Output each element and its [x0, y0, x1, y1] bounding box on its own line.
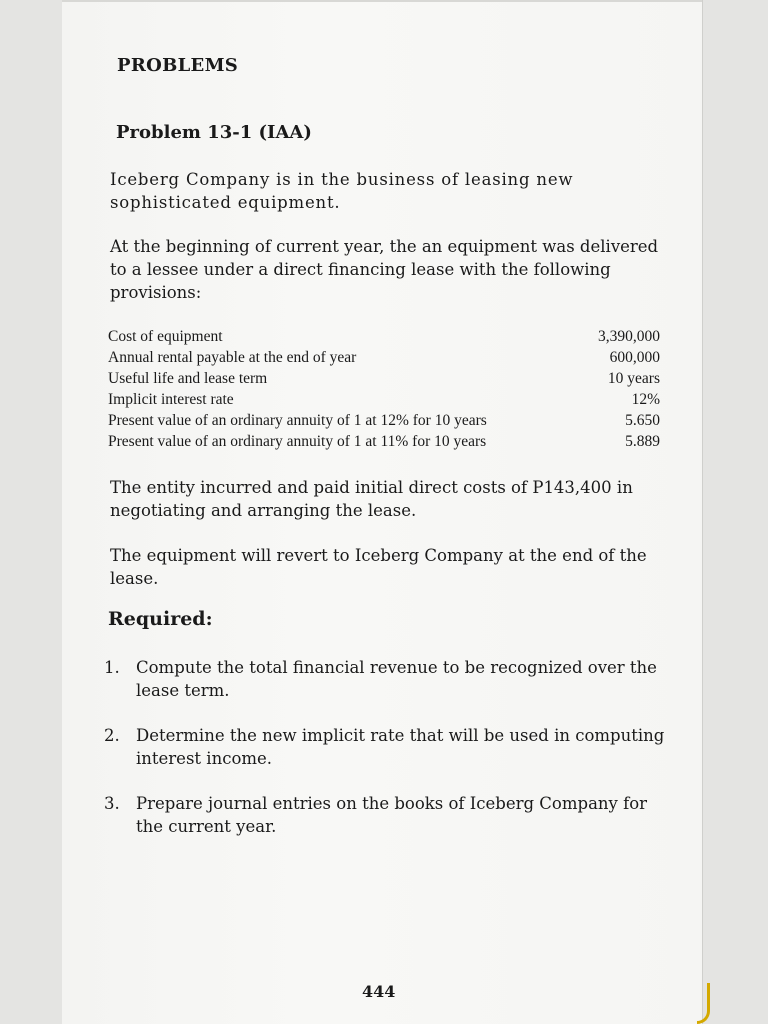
- required-item-number: 3.: [104, 794, 120, 813]
- provision-row: [108, 347, 660, 368]
- provisions-intro-paragraph: At the beginning of current year, the an equipment was delivered to a lessee under a direct financing lease with the following provisions:: [110, 237, 659, 302]
- page-number: 444: [362, 982, 396, 1001]
- provision-label: Implicit interest rate: [108, 391, 234, 408]
- provision-row: [108, 326, 660, 347]
- provision-value: 12%: [631, 391, 660, 408]
- provision-label: Cost of equipment: [108, 328, 223, 345]
- provision-row: [108, 368, 660, 389]
- provision-label: Present value of an ordinary annuity of 1 at 12% for 10 years: [108, 412, 487, 429]
- revert-paragraph: The equipment will revert to Iceberg Company at the end of the lease.: [110, 546, 647, 588]
- required-item: [104, 792, 674, 838]
- book-page: [62, 0, 703, 1024]
- intro-paragraph: Iceberg Company is in the business of leasing new sophisticated equipment.: [110, 170, 574, 212]
- required-item-text: Compute the total financial revenue to be recognized over the lease term.: [136, 658, 657, 700]
- required-item-text: Prepare journal entries on the books of Iceberg Company for the current year.: [136, 794, 648, 836]
- required-item: [104, 656, 674, 702]
- required-list: [104, 656, 674, 860]
- required-item: [104, 724, 674, 770]
- required-item-number: 1.: [104, 658, 120, 677]
- provision-label: Annual rental payable at the end of year: [108, 349, 357, 366]
- required-item-text: Determine the new implicit rate that will be used in computing interest income.: [136, 726, 665, 768]
- provision-value: 600,000: [609, 349, 660, 366]
- provision-value: 5.889: [625, 433, 660, 450]
- page-curl: [697, 983, 710, 1024]
- provision-value: 3,390,000: [598, 328, 660, 345]
- provision-value: 5.650: [625, 412, 660, 429]
- provision-label: Useful life and lease term: [108, 370, 268, 387]
- required-heading: Required:: [108, 608, 213, 630]
- section-title: PROBLEMS: [117, 55, 239, 76]
- page-top-edge: [62, 0, 702, 2]
- provision-label: Present value of an ordinary annuity of 1 at 11% for 10 years: [108, 433, 487, 450]
- provision-row: [108, 431, 660, 452]
- provisions-table: [108, 326, 660, 452]
- provision-row: [108, 389, 660, 410]
- required-item-number: 2.: [104, 726, 120, 745]
- direct-costs-paragraph: The entity incurred and paid initial direct costs of P143,400 in negotiating and arranging the lease.: [110, 478, 633, 520]
- problem-title: Problem 13-1 (IAA): [116, 122, 312, 143]
- provision-value: 10 years: [607, 370, 660, 387]
- provision-row: [108, 410, 660, 431]
